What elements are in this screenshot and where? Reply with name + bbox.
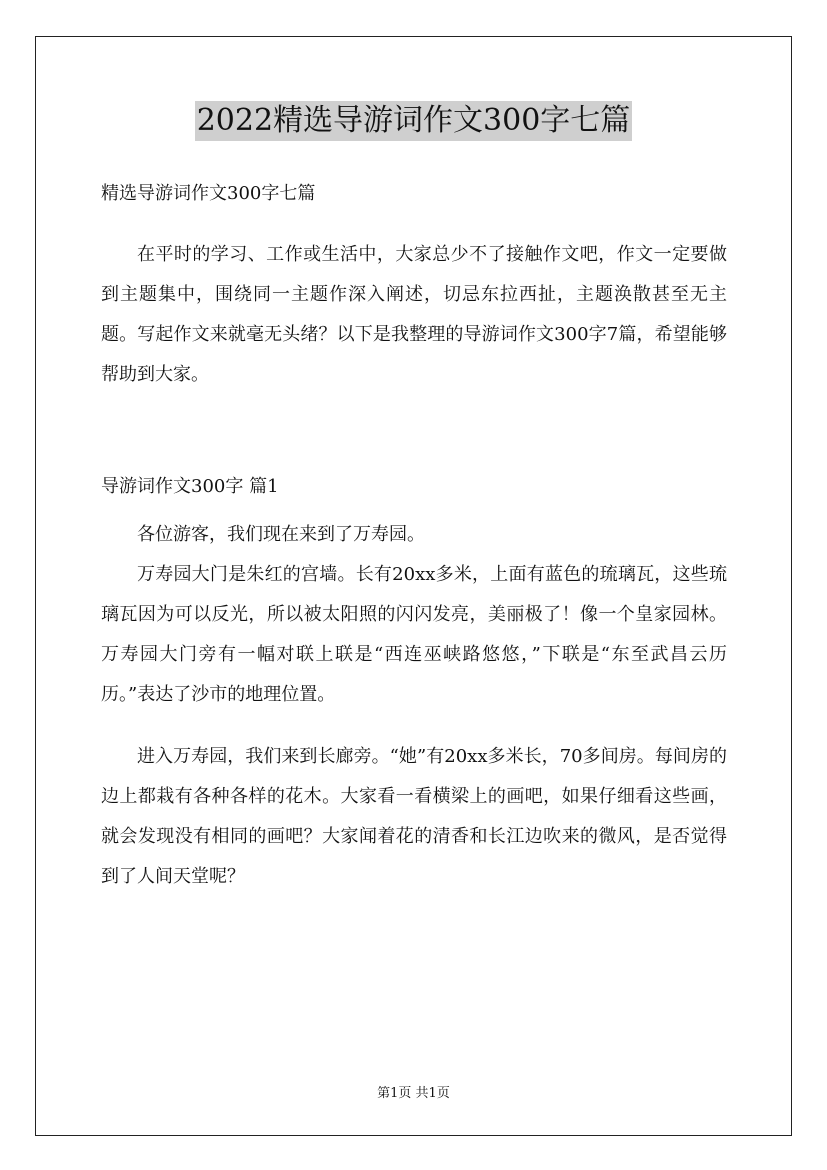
intro-paragraph: 在平时的学习、工作或生活中，大家总少不了接触作文吧，作文一定要做到主题集中，围绕同一主题作深入阐述，切忌东拉西扯，主题涣散甚至无主题。写起作文来就毫无头绪？以下是我整理的导游词作文300字7篇，希望能够帮助到大家。: [101, 244, 727, 385]
section-heading: 导游词作文300字 篇1: [101, 476, 279, 497]
document-title: 2022精选导游词作文300字七篇: [195, 101, 633, 141]
body-paragraph-1: 各位游客，我们现在来到了万寿园。: [137, 524, 425, 545]
title-container: [0, 101, 827, 141]
page-footer: 第1页 共1页: [377, 1086, 450, 1101]
body-paragraph-3: 进入万寿园，我们来到长廊旁。“她”有20xx多米长，70多间房。每间房的边上都栽有各种各样的花木。大家看一看横梁上的画吧，如果仔细看这些画，就会发现没有相同的画吧？大家闻着花的清香和长江边吹来的微风，是否觉得到了人间天堂呢？: [101, 746, 727, 887]
document-subtitle: 精选导游词作文300字七篇: [101, 183, 316, 204]
document-body: [101, 176, 727, 897]
body-paragraph-2: 万寿园大门是朱红的宫墙。长有20xx多米，上面有蓝色的琉璃瓦，这些琉璃瓦因为可以反光，所以被太阳照的闪闪发亮，美丽极了！像一个皇家园林。万寿园大门旁有一幅对联上联是“西连巫峡路悠悠，”下联是“东至武昌云历历。”表达了沙市的地理位置。: [101, 564, 727, 705]
